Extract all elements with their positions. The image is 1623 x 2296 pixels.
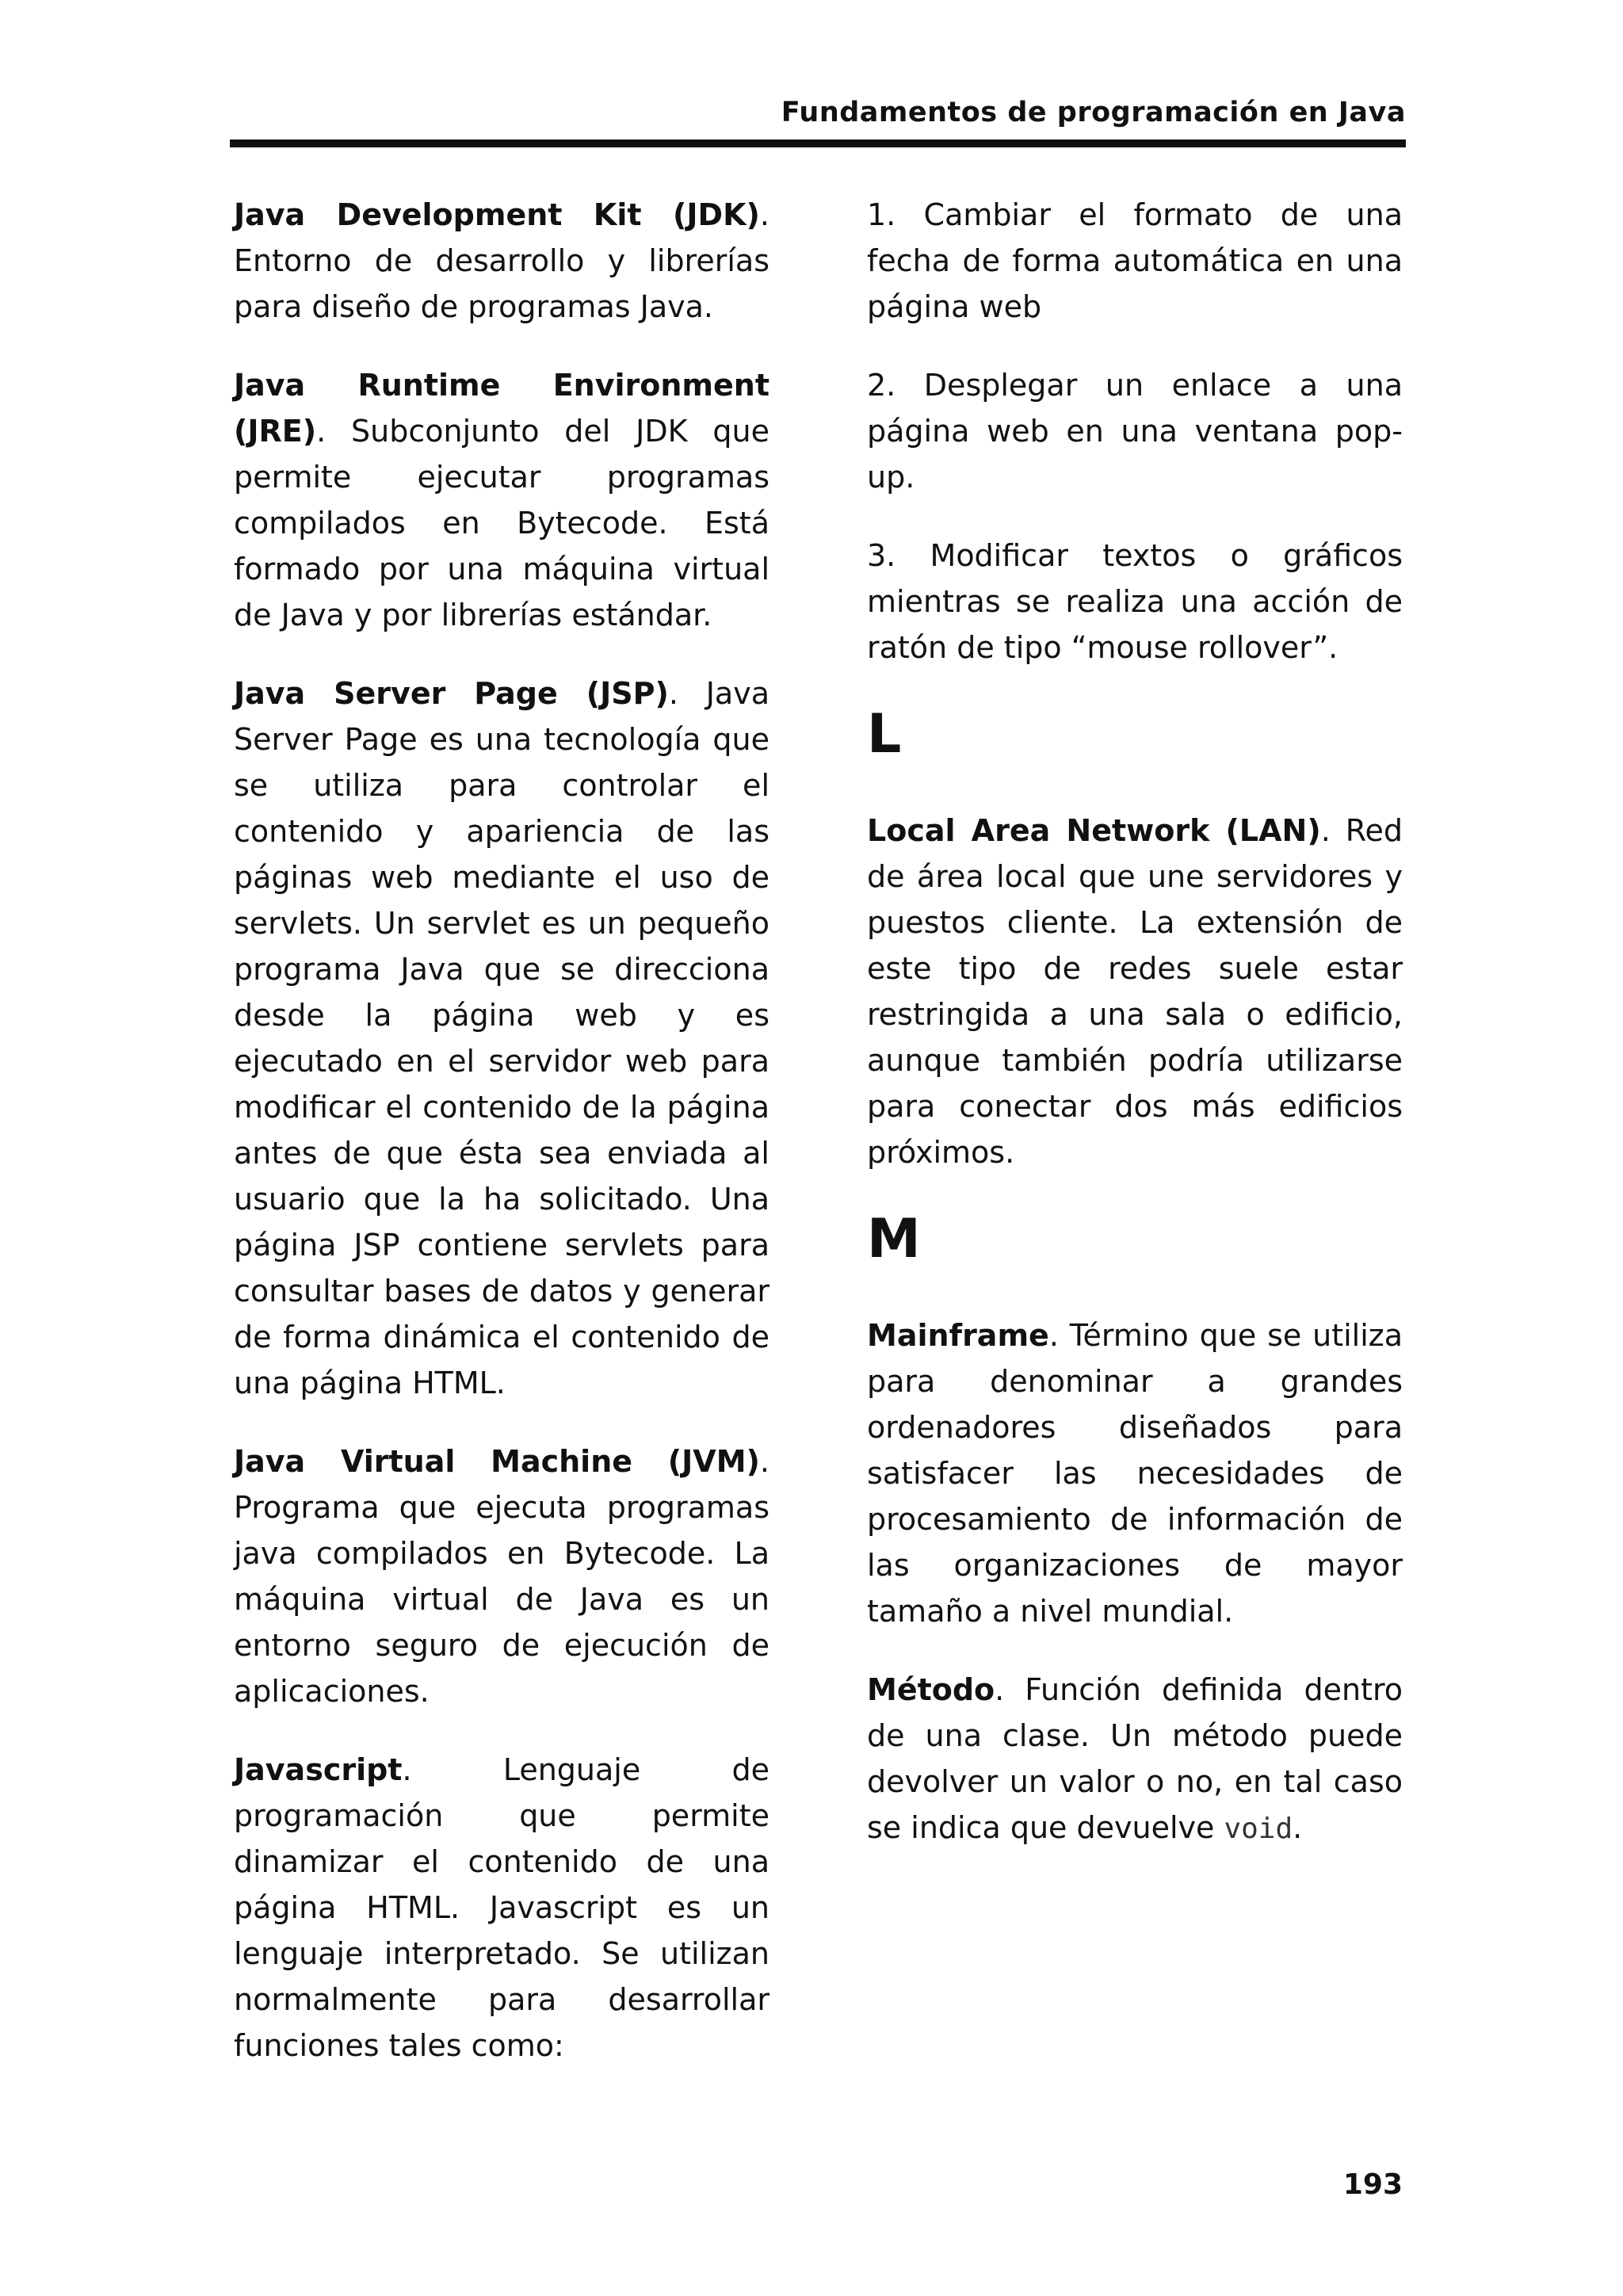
glossary-entry-jre	[234, 362, 769, 638]
glossary-entry-jvm	[234, 1438, 769, 1714]
entry-term: Javascript	[234, 1752, 403, 1787]
list-item: 3. Modificar textos o gráficos mientras se realiza una acción de ratón de tipo “mouse rollover”.	[867, 538, 1403, 665]
entry-definition: . Lenguaje de programación que permite dinamizar el contenido de una página HTML. Javascript es un lenguaje interpretado. Se utilizan normalmente para desarrollar funciones tales como:	[234, 1752, 769, 2063]
entry-definition: . Término que se utiliza para denominar a grandes ordenadores diseñados para satisfacer las necesidades de procesamiento de información de las organizaciones de mayor tamaño a nivel mundial.	[867, 1318, 1403, 1629]
entry-term: Java Runtime Environment (JRE)	[234, 368, 769, 449]
entry-definition: . Java Server Page es una tecnología que se utiliza para controlar el contenido y apariencia de las páginas web mediante el uso de servlets. Un servlet es un pequeño programa Java que se direcciona desde la página web y es ejecutado en el servidor web para modificar el contenido de la página antes de que ésta sea enviada al usuario que la ha solicitado. Una página JSP contiene servlets para consultar bases de datos y generar de forma dinámica el contenido de una página HTML.	[234, 676, 769, 1400]
glossary-entry-metodo	[867, 1667, 1403, 1852]
entry-term: Java Server Page (JSP)	[234, 676, 669, 711]
page-number: 193	[1342, 2168, 1403, 2201]
glossary-entry-mainframe	[867, 1312, 1403, 1634]
code-keyword: void	[1224, 1813, 1293, 1845]
entry-definition: . Función definida dentro de una clase. Un método puede devolver un valor o no, en tal caso se indica que devuelve	[867, 1672, 1403, 1845]
entry-definition: . Red de área local que une servidores y puestos cliente. La extensión de este tipo de redes suele estar restringida a una sala o edificio, aunque también podría utilizarse para conectar dos más edificios próximos.	[867, 813, 1403, 1170]
running-header-title: Fundamentos de programación en Java	[781, 97, 1406, 128]
left-column	[234, 192, 769, 2101]
glossary-entry-javascript	[234, 1747, 769, 2069]
section-letter-l: L	[867, 703, 902, 766]
entry-term: Java Virtual Machine (JVM)	[234, 1444, 760, 1479]
entry-definition: . Entorno de desarrollo y librerías para diseño de programas Java.	[234, 197, 769, 324]
glossary-entry-jdk	[234, 192, 769, 330]
entry-term: Mainframe	[867, 1318, 1049, 1353]
right-column	[867, 192, 1403, 1885]
glossary-entry-lan	[867, 808, 1403, 1175]
list-item: 2. Desplegar un enlace a una página web en una ventana pop-up.	[867, 368, 1403, 495]
entry-term: Local Area Network (LAN)	[867, 813, 1321, 848]
entry-term: Método	[867, 1672, 995, 1707]
section-letter-m: M	[867, 1208, 921, 1270]
entry-term: Java Development Kit (JDK)	[234, 197, 760, 232]
entry-definition: . Programa que ejecuta programas java compilados en Bytecode. La máquina virtual de Java es un entorno seguro de ejecución de aplicaciones.	[234, 1444, 769, 1709]
header-rule	[230, 139, 1406, 147]
list-item: 1. Cambiar el formato de una fecha de forma automática en una página web	[867, 197, 1403, 324]
entry-definition: . Subconjunto del JDK que permite ejecutar programas compilados en Bytecode. Está formado por una máquina virtual de Java y por librerías estándar.	[234, 414, 769, 632]
entry-end: .	[1293, 1810, 1303, 1845]
glossary-entry-jsp	[234, 670, 769, 1406]
